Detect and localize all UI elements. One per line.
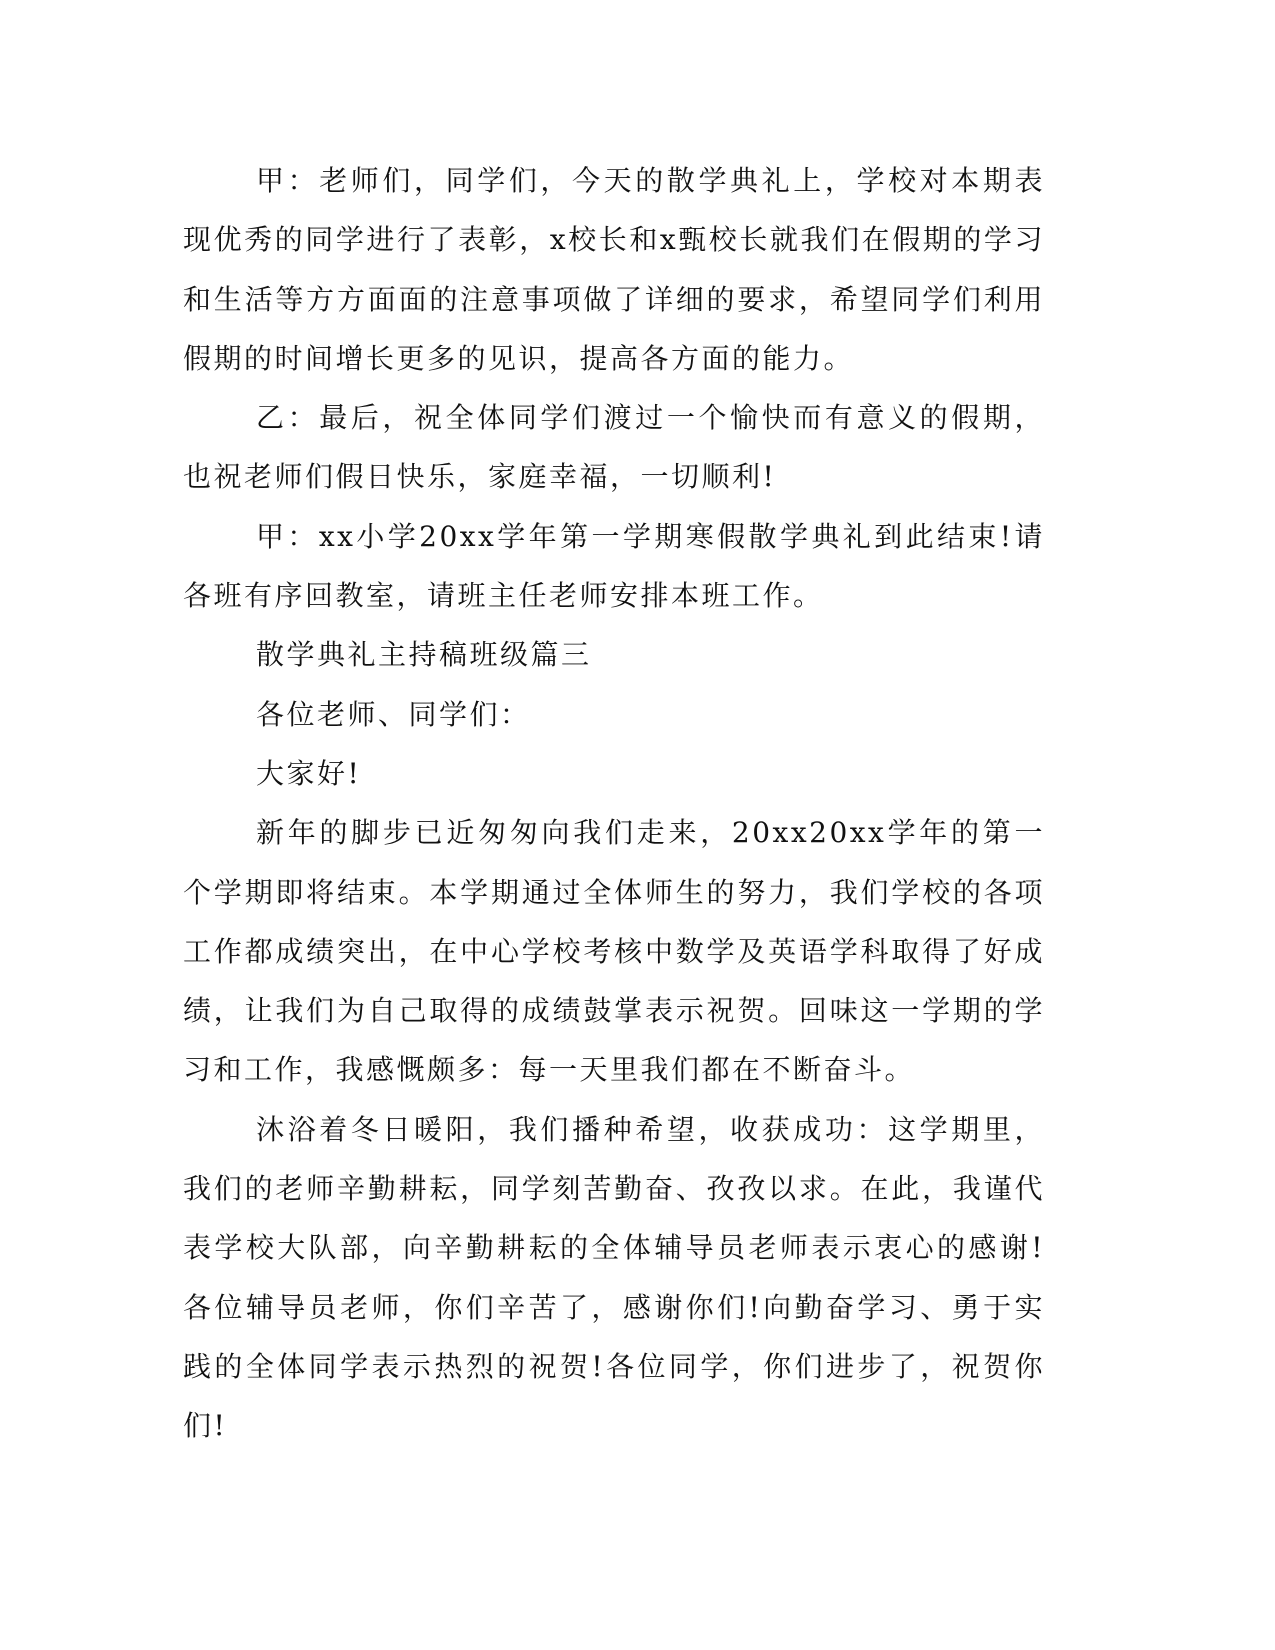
- paragraph-thanks: 沐浴着冬日暖阳，我们播种希望，收获成功：这学期里，我们的老师辛勤耕耘，同学刻苦勤奋、孜孜以求。在此，我谨代表学校大队部，向辛勤耕耘的全体辅导员老师表示衷心的感谢!各位辅导员老师，你们辛苦了，感谢你们!向勤奋学习、勇于实践的全体同学表示热烈的祝贺!各位同学，你们进步了，祝贺你们!: [183, 1112, 1045, 1443]
- salutation: 各位老师、同学们：: [256, 697, 531, 731]
- greeting: 大家好!: [256, 756, 362, 790]
- paragraph-semester-summary: 新年的脚步已近匆匆向我们走来，20xx20xx学年的第一个学期即将结束。本学期通过全体师生的努力，我们学校的各项工作都成绩突出，在中心学校考核中数学及英语学科取得了好成绩，让我们为自己取得的成绩鼓掌表示祝贺。回味这一学期的学习和工作，我感慨颇多：每一天里我们都在不断奋斗。: [183, 816, 1045, 1087]
- paragraph-closing-remarks-jia: 甲：老师们，同学们，今天的散学典礼上，学校对本期表现优秀的同学进行了表彰，x校长和x甄校长就我们在假期的学习和生活等方方面面的注意事项做了详细的要求，希望同学们利用假期的时间增长更多的见识，提高各方面的能力。: [183, 164, 1045, 375]
- paragraph-ceremony-end-jia: 甲：xx小学20xx学年第一学期寒假散学典礼到此结束!请各班有序回教室，请班主任老师安排本班工作。: [183, 519, 1045, 613]
- document-body: [183, 151, 1045, 1456]
- paragraph-wishes-yi: 乙：最后，祝全体同学们渡过一个愉快而有意义的假期，也祝老师们假日快乐，家庭幸福，一切顺利!: [183, 401, 1045, 494]
- section-heading: 散学典礼主持稿班级篇三: [256, 638, 592, 672]
